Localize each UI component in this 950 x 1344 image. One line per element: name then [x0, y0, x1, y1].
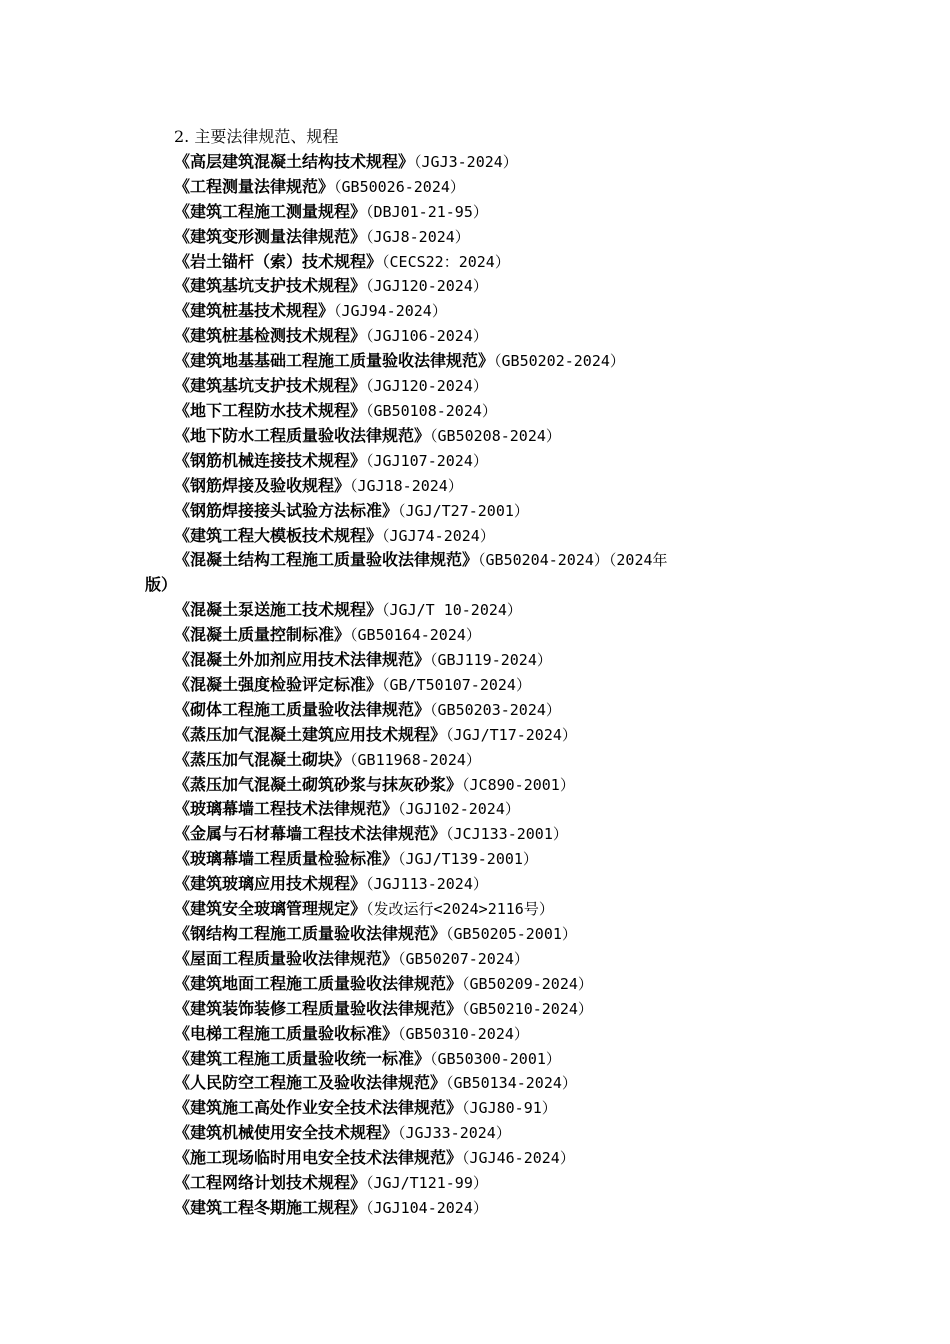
standard-code: （GB50134-2024） — [446, 1074, 577, 1093]
standard-code: （GB50202-2024） — [494, 352, 625, 371]
standard-title: 《建筑工程冬期施工规程》 — [174, 1197, 367, 1217]
standard-title: 《建筑地面工程施工质量验收法律规范》 — [174, 973, 463, 993]
standard-title: 《地下防水工程质量验收法律规范》 — [174, 425, 431, 445]
standard-code: （JC890-2001） — [462, 775, 575, 794]
section-heading: 2. 主要法律规范、规程 — [174, 127, 339, 146]
standard-title: 《建筑桩基技术规程》 — [174, 301, 335, 321]
standard-title: 《玻璃幕墙工程技术法律规范》 — [174, 799, 399, 819]
standard-code: （GB50209-2024） — [462, 974, 593, 993]
standard-title: 《建筑工程大模板技术规程》 — [174, 525, 383, 545]
standard-title: 《电梯工程施工质量验收标准》 — [174, 1023, 399, 1043]
standard-item — [145, 1071, 785, 1096]
standard-item — [145, 972, 785, 997]
standard-title: 《建筑机械使用安全技术规程》 — [174, 1123, 399, 1143]
document-body — [145, 125, 785, 1221]
standard-code-continuation: 版） — [145, 575, 178, 595]
standard-code: （GB50203-2024） — [430, 700, 561, 719]
standard-code: （JGJ80-91） — [462, 1099, 557, 1118]
standard-item — [145, 524, 785, 549]
standard-title: 《混凝土结构工程施工质量验收法律规范》 — [174, 550, 479, 570]
standard-code: （GB50208-2024） — [430, 426, 561, 445]
standard-item — [145, 872, 785, 897]
standard-code: （JGJ33-2024） — [398, 1124, 511, 1143]
standard-item — [145, 797, 785, 822]
standard-title: 《建筑基坑支护技术规程》 — [174, 276, 367, 296]
standard-item — [145, 299, 785, 324]
standard-title: 《建筑基坑支护技术规程》 — [174, 376, 367, 396]
standard-item — [145, 349, 785, 374]
standard-title: 《施工现场临时用电安全技术法律规范》 — [174, 1148, 463, 1168]
standard-title: 《工程网络计划技术规程》 — [174, 1173, 367, 1193]
standard-code: （JGJ18-2024） — [350, 476, 463, 495]
standard-title: 《钢筋机械连接技术规程》 — [174, 450, 367, 470]
standard-code: （GB50164-2024） — [350, 626, 481, 645]
standard-title: 《高层建筑混凝土结构技术规程》 — [174, 151, 415, 171]
standard-title: 《建筑变形测量法律规范》 — [174, 226, 367, 246]
standard-item — [145, 150, 785, 175]
standard-item — [145, 673, 785, 698]
standard-code: （GB50026-2024） — [334, 177, 465, 196]
standard-code: （JCJ133-2001） — [446, 825, 568, 844]
standard-code: （JGJ120-2024） — [366, 377, 488, 396]
standard-title: 《岩土锚杆（索）技术规程》 — [174, 251, 383, 271]
standard-item — [145, 1121, 785, 1146]
standard-title: 《地下工程防水技术规程》 — [174, 400, 367, 420]
standard-item — [145, 548, 785, 598]
standard-item — [145, 698, 785, 723]
standard-code: （JGJ74-2024） — [382, 526, 495, 545]
standard-title: 《金属与石材幕墙工程技术法律规范》 — [174, 824, 447, 844]
standard-title: 《建筑桩基检测技术规程》 — [174, 326, 367, 346]
standard-code: （发改运行<2024>2116号） — [366, 900, 554, 919]
standard-title: 《工程测量法律规范》 — [174, 176, 335, 196]
standard-title: 《混凝土质量控制标准》 — [174, 625, 351, 645]
standard-item — [145, 1096, 785, 1121]
standard-code: （JGJ/T17-2024） — [446, 725, 577, 744]
standard-code: （GBJ119-2024） — [430, 651, 552, 670]
standard-title: 《蒸压加气混凝土建筑应用技术规程》 — [174, 724, 447, 744]
standard-item — [145, 1196, 785, 1221]
standard-item — [145, 474, 785, 499]
standard-title: 《混凝土泵送施工技术规程》 — [174, 600, 383, 620]
standard-code: （GB50108-2024） — [366, 401, 497, 420]
standard-item — [145, 847, 785, 872]
standard-item — [145, 324, 785, 349]
standard-code: （JGJ102-2024） — [398, 800, 520, 819]
standard-title: 《蒸压加气混凝土砌块》 — [174, 749, 351, 769]
standard-title: 《建筑地基基础工程施工质量验收法律规范》 — [174, 351, 495, 371]
standard-item — [145, 499, 785, 524]
standard-title: 《混凝土外加剂应用技术法律规范》 — [174, 650, 431, 670]
standard-title: 《玻璃幕墙工程质量检验标准》 — [174, 849, 399, 869]
standard-title: 《建筑安全玻璃管理规定》 — [174, 899, 367, 919]
standard-code: （JGJ107-2024） — [366, 451, 488, 470]
standard-title: 《蒸压加气混凝土砌筑砂浆与抹灰砂浆》 — [174, 774, 463, 794]
standard-title: 《砌体工程施工质量验收法律规范》 — [174, 699, 431, 719]
standard-code: （JGJ94-2024） — [334, 302, 447, 321]
standard-item — [145, 1022, 785, 1047]
standard-code: （JGJ120-2024） — [366, 277, 488, 296]
standard-code: （GB/T50107-2024） — [382, 675, 531, 694]
standard-item — [145, 947, 785, 972]
standard-item — [145, 723, 785, 748]
standard-code: （CECS22：2024） — [382, 252, 510, 271]
standard-item — [145, 648, 785, 673]
standard-item — [145, 200, 785, 225]
standard-code: （GB50207-2024） — [398, 949, 529, 968]
standard-title: 《人民防空工程施工及验收法律规范》 — [174, 1073, 447, 1093]
standard-item — [145, 1146, 785, 1171]
standard-code: （JGJ/T121-99） — [366, 1174, 488, 1193]
standard-code: （JGJ/T27-2001） — [398, 501, 529, 520]
standard-item — [145, 250, 785, 275]
standard-title: 《混凝土强度检验评定标准》 — [174, 674, 383, 694]
standard-code: （GB50310-2024） — [398, 1024, 529, 1043]
standard-item — [145, 623, 785, 648]
standard-title: 《钢筋焊接接头试验方法标准》 — [174, 500, 399, 520]
standard-item — [145, 1047, 785, 1072]
standard-item — [145, 1171, 785, 1196]
standards-list — [145, 150, 785, 1221]
standard-code: （DBJ01-21-95） — [366, 202, 488, 221]
standard-item — [145, 449, 785, 474]
standard-code: （JGJ/T 10-2024） — [382, 601, 522, 620]
standard-item — [145, 748, 785, 773]
standard-item — [145, 399, 785, 424]
standard-item — [145, 374, 785, 399]
standard-code: （GB50300-2001） — [430, 1049, 561, 1068]
standard-title: 《建筑工程施工测量规程》 — [174, 201, 367, 221]
standard-code: （GB50204-2024）（2024年 — [478, 551, 668, 570]
standard-title: 《建筑施工高处作业安全技术法律规范》 — [174, 1098, 463, 1118]
standard-item — [145, 598, 785, 623]
standard-code: （JGJ46-2024） — [462, 1149, 575, 1168]
standard-item — [145, 274, 785, 299]
standard-title: 《建筑装饰装修工程质量验收法律规范》 — [174, 998, 463, 1018]
standard-code: （JGJ113-2024） — [366, 875, 488, 894]
standard-code: （JGJ106-2024） — [366, 327, 488, 346]
standard-code: （JGJ8-2024） — [366, 227, 470, 246]
standard-code: （GB50210-2024） — [462, 999, 593, 1018]
standard-title: 《建筑玻璃应用技术规程》 — [174, 874, 367, 894]
standard-item — [145, 997, 785, 1022]
standard-item — [145, 225, 785, 250]
standard-code: （JGJ/T139-2001） — [398, 850, 538, 869]
standard-item — [145, 897, 785, 922]
standard-title: 《建筑工程施工质量验收统一标准》 — [174, 1048, 431, 1068]
standard-item — [145, 822, 785, 847]
standard-title: 《钢筋焊接及验收规程》 — [174, 475, 351, 495]
standard-code: （JGJ104-2024） — [366, 1198, 488, 1217]
standard-code: （GB50205-2001） — [446, 925, 577, 943]
standard-item — [145, 773, 785, 798]
standard-item — [145, 922, 785, 947]
standard-item — [145, 175, 785, 200]
standard-code: （GB11968-2024） — [350, 750, 481, 769]
standard-title: 《钢结构工程施工质量验收法律规范》 — [174, 924, 447, 943]
standard-item — [145, 424, 785, 449]
standard-code: （JGJ3-2024） — [414, 152, 518, 171]
standard-title: 《屋面工程质量验收法律规范》 — [174, 948, 399, 968]
